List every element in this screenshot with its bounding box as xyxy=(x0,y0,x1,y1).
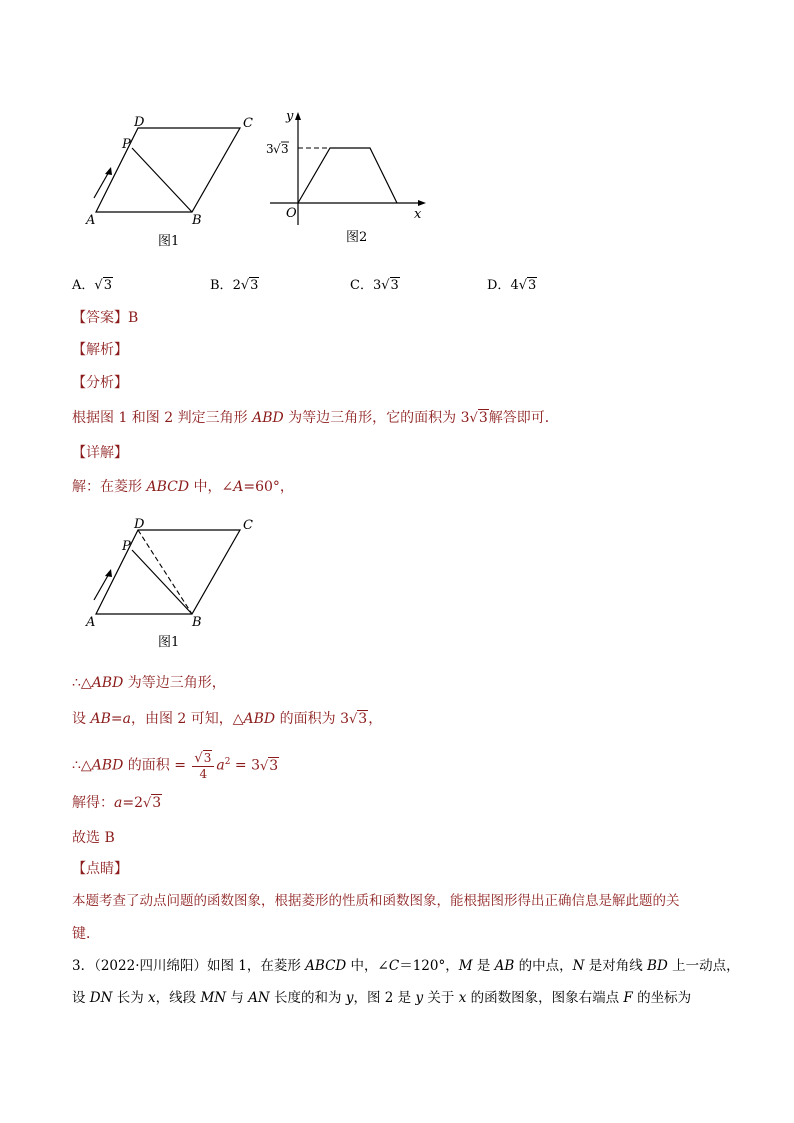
label-c: C xyxy=(243,116,253,131)
fenxi-text-before: 根据图 1 和图 2 判定三角形 xyxy=(72,410,253,426)
q3-1ab: AB xyxy=(494,958,515,974)
fenxi-tag: 【分析】 xyxy=(72,375,128,391)
option-d-coef: 4 xyxy=(510,278,519,293)
fenxi-abd: ABD xyxy=(252,410,284,426)
q3-1d: ＝120°， xyxy=(399,958,459,974)
d3-a: a xyxy=(122,711,131,727)
label-d-2: D xyxy=(134,517,145,532)
d1-pre: 解：在菱形 xyxy=(72,479,147,495)
y-value-coef: 3 xyxy=(266,142,274,156)
option-c-letter: C． xyxy=(350,278,373,293)
segment-pb xyxy=(132,148,192,212)
option-d-rad: 3 xyxy=(528,278,537,293)
q3-2x: x xyxy=(148,990,156,1006)
detail-line-4 xyxy=(72,746,279,783)
d1-abcd: ABCD xyxy=(146,479,190,495)
option-b-sqrt xyxy=(241,278,260,293)
d4-num-rad: 3 xyxy=(203,750,212,765)
q3-2i: 的坐标为 xyxy=(632,990,692,1006)
fenxi-text xyxy=(72,408,559,429)
answer-value: B xyxy=(128,310,139,326)
q3-2e: 长度的和为 xyxy=(269,990,346,1006)
q3-2a: 设 xyxy=(72,990,90,1006)
label-b-2: B xyxy=(192,615,202,630)
label-a: A xyxy=(86,213,96,228)
option-d-letter: D． xyxy=(487,278,511,293)
d4-sup: 2 xyxy=(224,757,231,767)
detail-tag: 【详解】 xyxy=(72,445,128,461)
d5-rad: 3 xyxy=(152,795,162,811)
option-c-coef: 3 xyxy=(372,278,382,293)
q3-2mn: MN xyxy=(200,990,227,1006)
answer-line xyxy=(72,308,138,328)
d3-ab: AB xyxy=(90,711,111,727)
answer-tag: 【答案】 xyxy=(72,310,128,326)
option-b-coef: 2 xyxy=(232,278,241,293)
label-a-2: A xyxy=(86,615,96,630)
d4-abd: ABD xyxy=(91,757,124,774)
caption-fig1-top: 图1 xyxy=(158,234,180,249)
dianjing-line-1: 本题考查了动点问题的函数图象，根据菱形的性质和函数图象，能根据图形得出正确信息是解此题的关 xyxy=(72,893,680,909)
d5-sqrt xyxy=(143,793,162,814)
label-p-2: P xyxy=(122,539,131,554)
q3-2d: 与 xyxy=(226,990,249,1006)
q3-2y2: y xyxy=(415,990,424,1006)
y-axis-label: y xyxy=(286,109,294,124)
d3-end: ， xyxy=(368,711,383,727)
detail-line-3 xyxy=(72,709,382,730)
d1-a: A xyxy=(233,479,244,495)
radical-icon: √ xyxy=(381,278,390,293)
detail-line-6: 故选 B xyxy=(72,830,115,846)
q3-2x2: x xyxy=(458,990,467,1006)
figure-1-top xyxy=(80,110,260,255)
q3-1f: 的中点， xyxy=(514,958,573,974)
d4-sqrt xyxy=(260,750,279,783)
fenxi-sqrt xyxy=(470,408,489,429)
arrow-head-icon xyxy=(105,167,112,175)
q3-2dn: DN xyxy=(89,990,113,1006)
d3-mid: ，由图 2 可知，△ xyxy=(130,711,244,727)
q3-1bd: BD xyxy=(647,958,668,974)
d3-rad: 3 xyxy=(358,711,368,727)
dianjing-line-2: 键． xyxy=(72,926,100,942)
option-a[interactable] xyxy=(72,274,113,293)
fenxi-text-mid: 为等边三角形，它的面积为 xyxy=(283,410,461,426)
d4-mid: 的面积 = xyxy=(123,757,191,774)
q3-1m: M xyxy=(458,958,473,974)
d3-abd: ABD xyxy=(243,711,276,727)
x-arrow-icon xyxy=(418,200,426,206)
rhombus-abcd xyxy=(96,128,240,212)
d5-pre: 解得： xyxy=(72,795,114,811)
d4-fraction xyxy=(192,751,214,781)
d1-post: =60°， xyxy=(243,479,294,495)
analysis-tag: 【解析】 xyxy=(72,342,128,358)
radical-icon: √ xyxy=(469,411,478,426)
label-c-2: C xyxy=(243,518,253,533)
label-b: B xyxy=(192,213,202,228)
caption-fig2: 图2 xyxy=(346,230,368,245)
d2-pre: ∴△ xyxy=(72,675,92,691)
radical-icon: √ xyxy=(194,750,203,766)
d4-rad: 3 xyxy=(269,757,279,774)
figure-2-graph xyxy=(260,105,435,250)
d3-eq: = xyxy=(110,711,123,727)
d4-a: a xyxy=(216,757,225,774)
d2-post: 为等边三角形， xyxy=(123,675,226,691)
x-axis-label: x xyxy=(414,207,422,222)
option-b-letter: B． xyxy=(210,278,233,293)
q3-line-2 xyxy=(72,988,691,1008)
option-a-rad: 3 xyxy=(103,278,112,293)
radical-icon: √ xyxy=(259,758,269,774)
d3-pre: 设 xyxy=(72,711,91,727)
d4-num-sqrt xyxy=(194,751,212,766)
y-value-rad: 3 xyxy=(281,142,289,156)
detail-line-2 xyxy=(72,673,226,693)
y-arrow-icon xyxy=(295,112,301,120)
d3-coef: 3 xyxy=(340,711,349,727)
q3-2f: ，图 2 是 xyxy=(353,990,416,1006)
radical-icon: √ xyxy=(348,712,358,727)
option-b[interactable] xyxy=(210,274,259,293)
d5-a: a xyxy=(114,795,123,811)
q3-1c: C xyxy=(388,958,400,974)
radical-icon: √ xyxy=(240,278,250,293)
option-a-sqrt xyxy=(94,278,113,293)
q3-2h: 的函数图象，图象右端点 xyxy=(466,990,624,1006)
q3-1a: 3．（2022·四川绵阳）如图 1，在菱形 xyxy=(72,958,306,974)
d4-numerator xyxy=(192,751,214,767)
q3-1b: 中，∠ xyxy=(346,958,389,974)
q3-2an: AN xyxy=(248,990,270,1006)
fenxi-coef: 3 xyxy=(460,410,470,426)
radical-icon: √ xyxy=(94,278,103,293)
d4-denominator: 4 xyxy=(199,766,208,781)
option-a-letter: A． xyxy=(72,278,95,293)
y-value-radical-icon: √ xyxy=(273,142,281,156)
d2-abd: ABD xyxy=(91,675,124,691)
label-d: D xyxy=(134,115,145,130)
q3-1e: 是 xyxy=(472,958,495,974)
radical-icon: √ xyxy=(143,796,152,811)
arrow-head-icon xyxy=(105,569,112,577)
option-c-rad: 3 xyxy=(390,278,399,293)
option-d-sqrt xyxy=(519,278,538,293)
dianjing-tag: 【点睛】 xyxy=(72,861,128,877)
option-c[interactable] xyxy=(350,274,400,293)
option-c-sqrt xyxy=(381,278,400,293)
d4-eq: = 3 xyxy=(230,757,260,774)
d1-mid: 中，∠ xyxy=(189,479,234,495)
q3-line-1 xyxy=(72,956,740,976)
label-p: P xyxy=(122,137,131,152)
fenxi-text-after: 解答即可． xyxy=(488,410,559,426)
segment-db-dashed xyxy=(138,530,192,614)
d3-post: 的面积为 xyxy=(275,711,341,727)
q3-1g: 是对角线 xyxy=(584,958,648,974)
graph-curve xyxy=(298,148,397,203)
q3-2b: 长为 xyxy=(112,990,149,1006)
detail-line-1 xyxy=(72,477,294,497)
d3-sqrt xyxy=(349,709,368,730)
figure-1-bottom xyxy=(80,512,260,657)
option-d[interactable] xyxy=(487,274,537,293)
detail-line-5 xyxy=(72,793,162,814)
rhombus-abcd-2 xyxy=(96,530,240,614)
radical-icon: √ xyxy=(518,278,528,293)
q3-2c: ，线段 xyxy=(155,990,201,1006)
q3-1n: N xyxy=(572,958,585,974)
d4-pre: ∴△ xyxy=(72,757,92,774)
q3-2F: F xyxy=(623,990,633,1006)
fenxi-rad: 3 xyxy=(478,410,488,426)
d5-eq: =2 xyxy=(122,795,143,811)
option-b-rad: 3 xyxy=(250,278,259,293)
q3-2y: y xyxy=(345,990,354,1006)
caption-fig1-bottom: 图1 xyxy=(158,635,180,650)
q3-1h: 上一动点， xyxy=(667,958,740,974)
segment-pb-2 xyxy=(132,550,192,614)
q3-2g: 关于 xyxy=(423,990,459,1006)
q3-1abcd: ABCD xyxy=(305,958,347,974)
origin-label: O xyxy=(286,206,297,221)
